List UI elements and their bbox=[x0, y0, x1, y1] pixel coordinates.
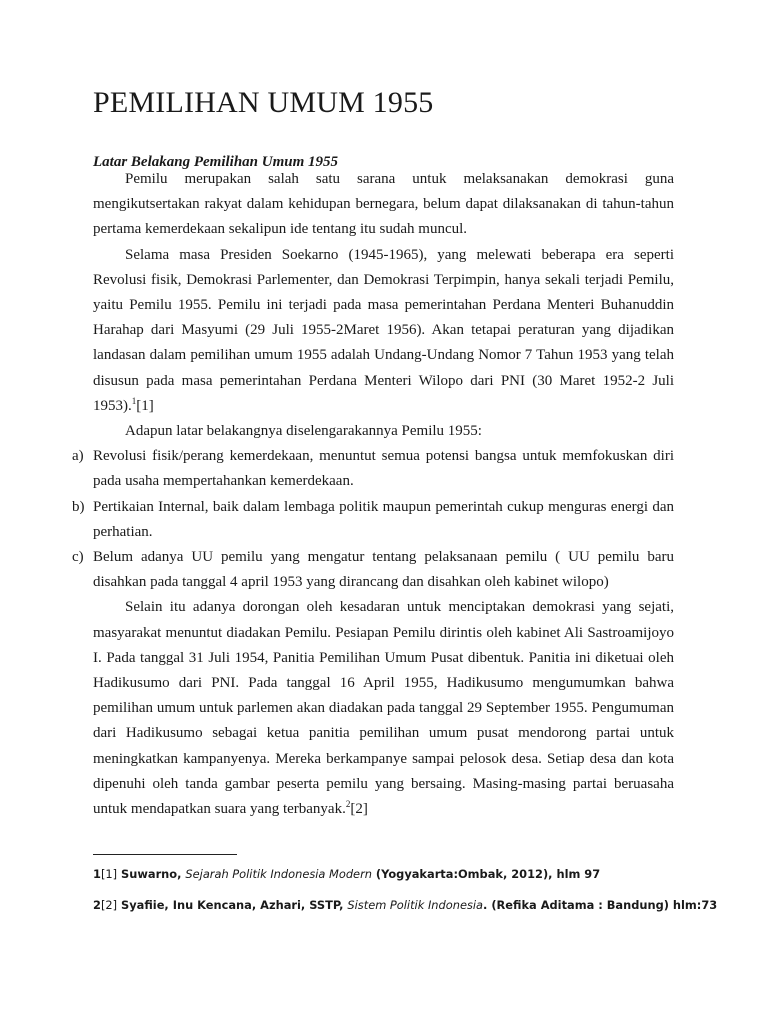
footnote bbox=[93, 897, 718, 913]
list-item bbox=[72, 495, 674, 545]
list-item-text: Pertikaian Internal, baik dalam lembaga politik maupun pemerintah cukup menguras energi dan perhatian. bbox=[93, 498, 674, 540]
footnote-book-title: Sistem Politik Indonesia bbox=[347, 898, 484, 912]
footnote-marker[interactable]: 2 bbox=[345, 799, 351, 810]
footnote-author: Syafiie, Inu Kencana, Azhari, SSTP, bbox=[117, 898, 348, 912]
list-item-text: Revolusi fisik/perang kemerdekaan, menuntut semua potensi bangsa untuk memfokuskan diri pada usaha mempertahankan kemerdekaan. bbox=[93, 448, 674, 490]
footnote-number: 2 bbox=[93, 898, 101, 912]
footnote-publisher: . (Refika Aditama : Bandung) hlm:73 bbox=[483, 898, 718, 912]
paragraph-text: Adapun latar belakangnya diselengarakannya Pemilu 1955: bbox=[125, 423, 482, 440]
footnote bbox=[93, 866, 693, 882]
paragraph-text: Pemilu merupakan salah satu sarana untuk melaksanakan demokrasi guna mengikutsertakan rakyat dalam kehidupan bernegara, belum dapat dilaksanakan di tahun-tahun pertama kemerdekaan sekalipun ide tentang itu sudah muncul. bbox=[93, 171, 674, 238]
footnote-book-title: Sejarah Politik Indonesia Modern bbox=[185, 867, 372, 881]
section-heading: Latar Belakang Pemilihan Umum 1955 bbox=[93, 154, 339, 170]
list-marker: c) bbox=[72, 549, 84, 566]
footnote-publisher: (Yogyakarta:Ombak, 2012), hlm 97 bbox=[371, 867, 601, 881]
footnote-author: Suwarno, bbox=[117, 867, 186, 881]
paragraph bbox=[93, 243, 674, 419]
footnote-marker[interactable]: 1 bbox=[131, 395, 137, 406]
footnote-separator bbox=[93, 854, 237, 855]
list-item bbox=[72, 444, 674, 494]
paragraph bbox=[93, 167, 674, 243]
footnotes bbox=[93, 866, 718, 913]
footnote-reference-link[interactable]: [2] bbox=[350, 801, 368, 818]
paragraph bbox=[93, 595, 674, 822]
list-item-text: Belum adanya UU pemilu yang mengatur tentang pelaksanaan pemilu ( UU pemilu baru disahkan pada tanggal 4 april 1953 yang dirancang dan disahkan oleh kabinet wilopo) bbox=[93, 549, 674, 591]
footnote-reference-link[interactable]: [1] bbox=[136, 397, 154, 414]
paragraph-text: Selama masa Presiden Soekarno (1945-1965), yang melewati beberapa era seperti Revolusi fisik, Demokrasi Parlementer, dan Demokrasi Terpimpin, hanya sekali terjadi Pemilu, yaitu Pemilu 1955. Pemilu ini terjadi pada masa pemerintahan Perdana Menteri Buhanuddin Harahap dari Masyumi (29 Juli 1955-2Maret 1956). Akan tetapai peraturan yang dijadikan landasan dalam pemilihan umum 1955 adalah Undang-Undang Nomor 7 Tahun 1953 yang telah disusun pada masa pemerintahan Perdana Menteri Wilopo dari PNI (30 Maret 1952-2 Juli 1953). bbox=[93, 246, 674, 414]
footnote-backlink[interactable]: [1] bbox=[100, 867, 118, 881]
page-title: PEMILIHAN UMUM 1955 bbox=[93, 86, 434, 119]
body-text bbox=[72, 167, 674, 822]
reasons-list bbox=[72, 444, 674, 595]
paragraph-text: Selain itu adanya dorongan oleh kesadaran untuk menciptakan demokrasi yang sejati, masyarakat menuntut diadakan Pemilu. Pesiapan Pemilu dirintis oleh kabinet Ali Sastroamijoyo I. Pada tanggal 31 Juli 1954, Panitia Pemilihan Umum Pusat dibentuk. Panitia ini diketuai oleh Hadikusumo dari PNI. Pada tanggal 16 April 1955, Hadikusumo mengumumkan bahwa pemilihan umum untuk parlemen akan diadakan pada tanggal 29 September 1955. Pengumuman dari Hadikusumo sebagai ketua panitia pemilihan umum pusat mendorong partai untuk meningkatkan kampanyenya. Mereka berkampanye sampai pelosok desa. Setiap desa dan kota dipenuhi oleh tanda gambar peserta pemilu yang bersaing. Masing-masing partai beruasaha untuk mendapatkan suara yang terbanyak. bbox=[93, 599, 674, 818]
footnote-backlink[interactable]: [2] bbox=[100, 898, 118, 912]
paragraph bbox=[93, 419, 674, 444]
footnote-number: 1 bbox=[93, 867, 101, 881]
list-marker: b) bbox=[72, 498, 85, 515]
list-item bbox=[72, 545, 674, 595]
list-marker: a) bbox=[72, 448, 84, 465]
